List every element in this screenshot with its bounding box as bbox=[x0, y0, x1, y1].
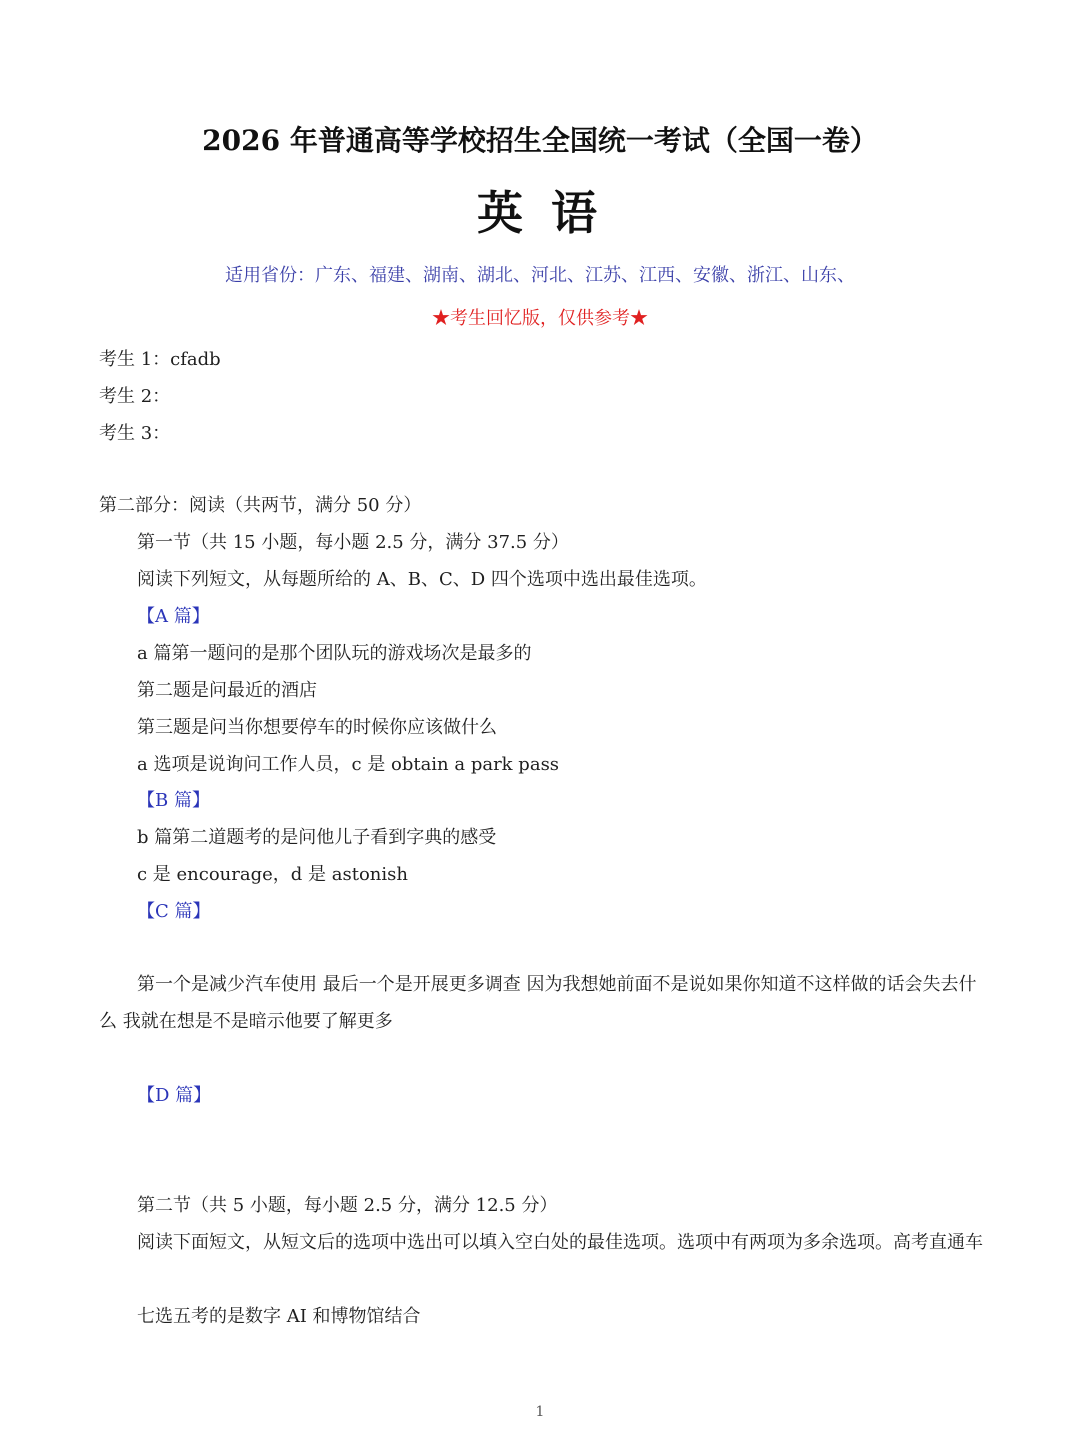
passage-b-line: b 篇第二道题考的是问他儿子看到字典的感受 bbox=[137, 827, 497, 848]
section2-heading: 第二节（共 5 小题，每小题 2.5 分，满分 12.5 分） bbox=[137, 1195, 558, 1216]
section1-instruction: 阅读下列短文，从每题所给的 A、B、C、D 四个选项中选出最佳选项。 bbox=[137, 569, 707, 590]
exam-title: 2026 年普通高等学校招生全国统一考试（全国一卷） bbox=[202, 124, 878, 157]
applicable-provinces: 适用省份：广东、福建、湖南、湖北、河北、江苏、江西、安徽、浙江、山东、 bbox=[225, 265, 855, 286]
passage-a-line: 第三题是问当你想要停车的时候你应该做什么 bbox=[137, 717, 497, 738]
student-2-line: 考生 2： bbox=[99, 386, 171, 407]
subject-title: 英 语 bbox=[476, 186, 603, 240]
passage-a-line: a 篇第一题问的是那个团队玩的游戏场次是最多的 bbox=[137, 643, 532, 664]
section2-note: 七选五考的是数字 AI 和博物馆结合 bbox=[137, 1306, 421, 1327]
section2-instruction: 阅读下面短文，从短文后的选项中选出可以填入空白处的最佳选项。选项中有两项为多余选项。高考直通车 bbox=[137, 1232, 983, 1253]
student-1-line: 考生 1：cfadb bbox=[99, 349, 221, 370]
part2-heading: 第二部分：阅读（共两节，满分 50 分） bbox=[99, 495, 422, 516]
passage-d-tag: 【D 篇】 bbox=[137, 1085, 212, 1106]
passage-a-tag: 【A 篇】 bbox=[137, 606, 210, 627]
passage-c-text: 第一个是减少汽车使用 最后一个是开展更多调查 因为我想她前面不是说如果你知道不这样做的话会失去什么 我就在想是不是暗示他要了解更多 bbox=[99, 974, 977, 1032]
recall-notice: ★考生回忆版，仅供参考★ bbox=[432, 308, 648, 329]
student-3-line: 考生 3： bbox=[99, 423, 171, 444]
passage-a-line: 第二题是问最近的酒店 bbox=[137, 680, 317, 701]
page-number: 1 bbox=[535, 1404, 545, 1420]
section1-heading: 第一节（共 15 小题，每小题 2.5 分，满分 37.5 分） bbox=[137, 532, 569, 553]
passage-b-tag: 【B 篇】 bbox=[137, 790, 210, 811]
passage-c-tag: 【C 篇】 bbox=[137, 901, 211, 922]
passage-b-line: c 是 encourage，d 是 astonish bbox=[137, 864, 408, 885]
passage-a-line: a 选项是说询问工作人员，c 是 obtain a park pass bbox=[137, 754, 560, 775]
